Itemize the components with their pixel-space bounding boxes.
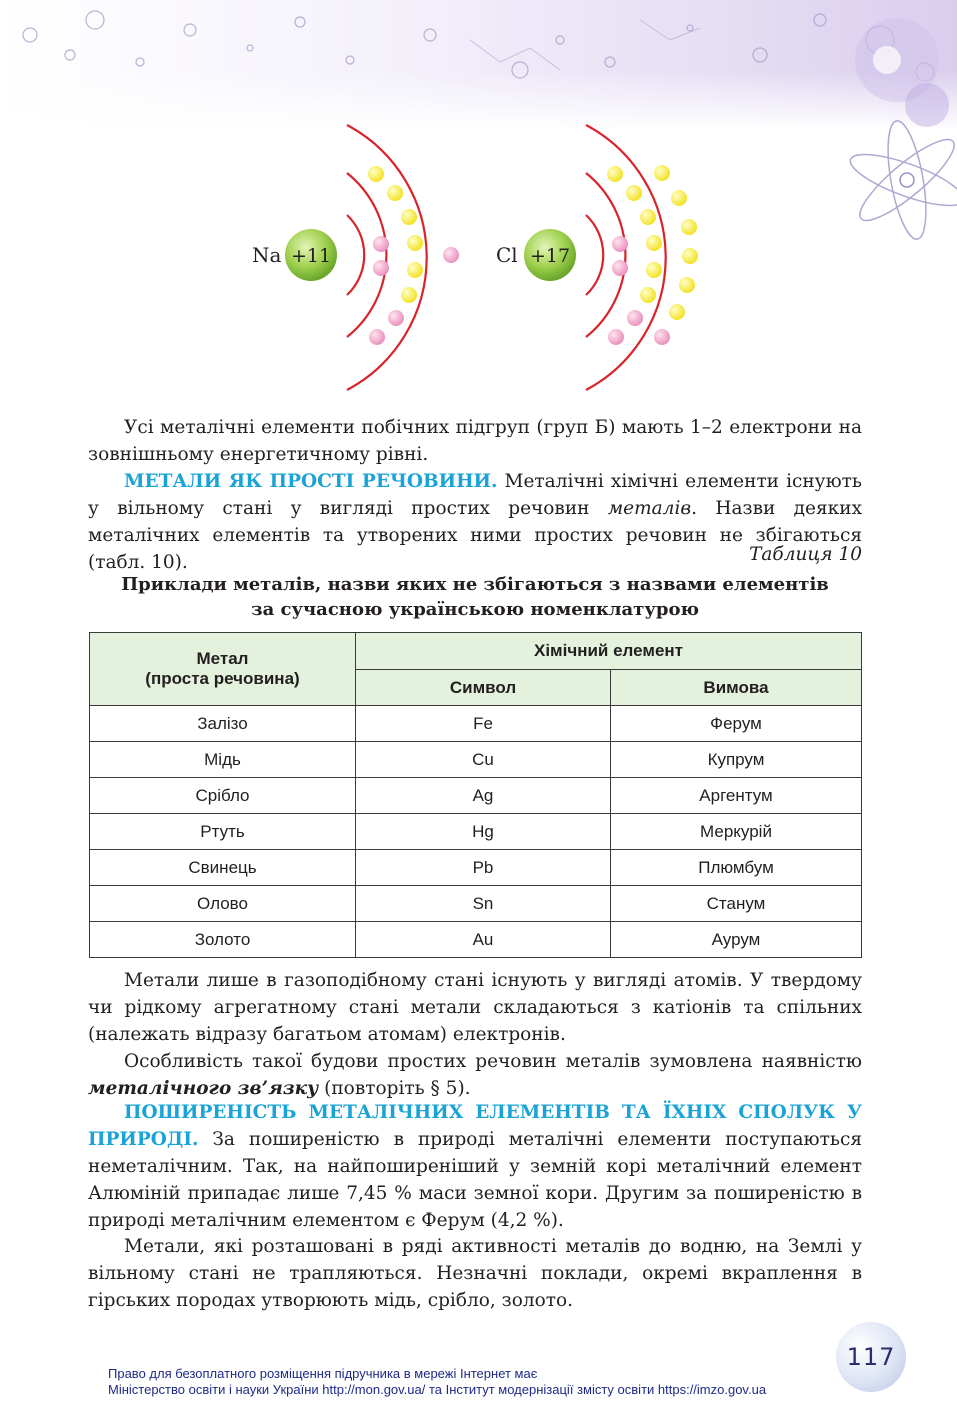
na-nucleus-charge: +11 bbox=[290, 245, 332, 267]
cell-metal: Мідь bbox=[90, 742, 356, 778]
cell-symbol: Pb bbox=[356, 850, 611, 886]
cell-metal: Свинець bbox=[90, 850, 356, 886]
table-row bbox=[90, 706, 862, 742]
paragraph-3 bbox=[88, 967, 862, 1048]
cell-name: Купрум bbox=[611, 742, 862, 778]
footer-line-1: Право для безоплатного розміщення підручника в мережі Інтернет має bbox=[108, 1366, 538, 1381]
paragraph-4-text-a: Особливість такої будови простих речовин металів зумовлена наявністю bbox=[124, 1051, 862, 1072]
table-caption bbox=[88, 572, 862, 622]
paragraph-3-text: Метали лише в газоподібному стані існують у вигляді атомів. У твердому чи рідкому агрегатному стані метали складаються з катіонів та спільних (належать відразу багатьом атомам) електронів. bbox=[88, 970, 862, 1045]
paragraph-4-text-b: (повторіть § 5). bbox=[318, 1078, 471, 1099]
header-metal-label: Метал bbox=[196, 649, 249, 668]
section-heading-metals: МЕТАЛИ ЯК ПРОСТІ РЕЧОВИНИ. bbox=[124, 471, 498, 492]
paragraph-2-text-a: Металічні хімічні елементи існують у вільному стані у вигляді простих речовин bbox=[88, 471, 862, 519]
paragraph-1 bbox=[88, 414, 862, 468]
cell-name: Меркурій bbox=[611, 814, 862, 850]
cell-metal: Залізо bbox=[90, 706, 356, 742]
cell-metal: Золото bbox=[90, 922, 356, 958]
header-symbol: Символ bbox=[356, 670, 611, 706]
table-row bbox=[90, 850, 862, 886]
section-heading-abundance: ПОШИРЕНІСТЬ МЕТАЛІЧНИХ ЕЛЕМЕНТІВ ТА ЇХНІХ СПОЛУК У ПРИРОДІ. bbox=[88, 1102, 862, 1150]
paragraph-2-text-b: . Назви деяких металічних елементів та утворених ними простих речовин не збігаються (табл. 10). bbox=[88, 498, 863, 573]
table-caption-line-2: за сучасною українською номенклатурою bbox=[251, 599, 699, 620]
footer-notice bbox=[108, 1366, 868, 1398]
paragraph-4 bbox=[88, 1048, 862, 1102]
paragraph-6-text: Метали, які розташовані в ряді активності металів до водню, на Землі у вільному стані не трапляються. Незначні поклади, окремі вкраплення в гірських породах утворюють мідь, срібло, золото. bbox=[88, 1236, 862, 1311]
cell-name: Ферум bbox=[611, 706, 862, 742]
cl-nucleus-charge: +17 bbox=[529, 245, 571, 267]
cell-name: Аурум bbox=[611, 922, 862, 958]
cell-metal: Ртуть bbox=[90, 814, 356, 850]
cell-symbol: Ag bbox=[356, 778, 611, 814]
paragraph-5-text: За поширеністю в природі металічні елементи поступаються неметалічним. Так, на найпоширеніший у земній корі металічний елемент Алюміній припадає лише 7,45 % маси земної кори. Другим за поширеністю в природі металічним елементом є Ферум (4,2 %). bbox=[88, 1129, 862, 1231]
table-row bbox=[90, 778, 862, 814]
paragraph-6 bbox=[88, 1233, 862, 1314]
na-symbol: Na bbox=[252, 243, 282, 267]
cl-symbol: Cl bbox=[496, 243, 518, 267]
cell-symbol: Cu bbox=[356, 742, 611, 778]
cell-name: Плюмбум bbox=[611, 850, 862, 886]
table-label: Таблиця 10 bbox=[749, 544, 862, 565]
header-element: Хімічний елемент bbox=[356, 633, 862, 670]
na-atom bbox=[252, 125, 459, 390]
header-metal-sublabel: (проста речовина) bbox=[145, 669, 300, 688]
cell-name: Аргентум bbox=[611, 778, 862, 814]
table-row bbox=[90, 922, 862, 958]
paragraph-2-italic: металів bbox=[607, 498, 692, 519]
page-number: 117 bbox=[836, 1322, 906, 1392]
cl-atom bbox=[496, 125, 698, 390]
cell-symbol: Au bbox=[356, 922, 611, 958]
atom-shells-diagram bbox=[0, 0, 957, 400]
metals-table bbox=[89, 632, 862, 958]
cell-symbol: Hg bbox=[356, 814, 611, 850]
cl-shells bbox=[586, 125, 666, 390]
paragraph-1-text: Усі металічні елементи побічних підгруп (груп Б) мають 1–2 електрони на зовнішньому енергетичному рівні. bbox=[88, 417, 862, 465]
cell-symbol: Sn bbox=[356, 886, 611, 922]
cell-metal: Олово bbox=[90, 886, 356, 922]
cell-name: Станум bbox=[611, 886, 862, 922]
cell-metal: Срібло bbox=[90, 778, 356, 814]
header-metal bbox=[90, 633, 356, 706]
na-shells bbox=[347, 125, 427, 390]
table-row bbox=[90, 814, 862, 850]
cell-symbol: Fe bbox=[356, 706, 611, 742]
table-row bbox=[90, 886, 862, 922]
table-row bbox=[90, 742, 862, 778]
paragraph-5 bbox=[88, 1099, 862, 1234]
table-caption-line-1: Приклади металів, назви яких не збігаються з назвами елементів bbox=[121, 574, 829, 595]
paragraph-4-bold-italic: металічного зв’язку bbox=[88, 1078, 319, 1099]
header-pronunciation: Вимова bbox=[611, 670, 862, 706]
footer-line-2: Міністерство освіти і науки України http://mon.gov.ua/ та Інститут модернізації змісту освіти https://imzo.gov.ua bbox=[108, 1382, 767, 1397]
